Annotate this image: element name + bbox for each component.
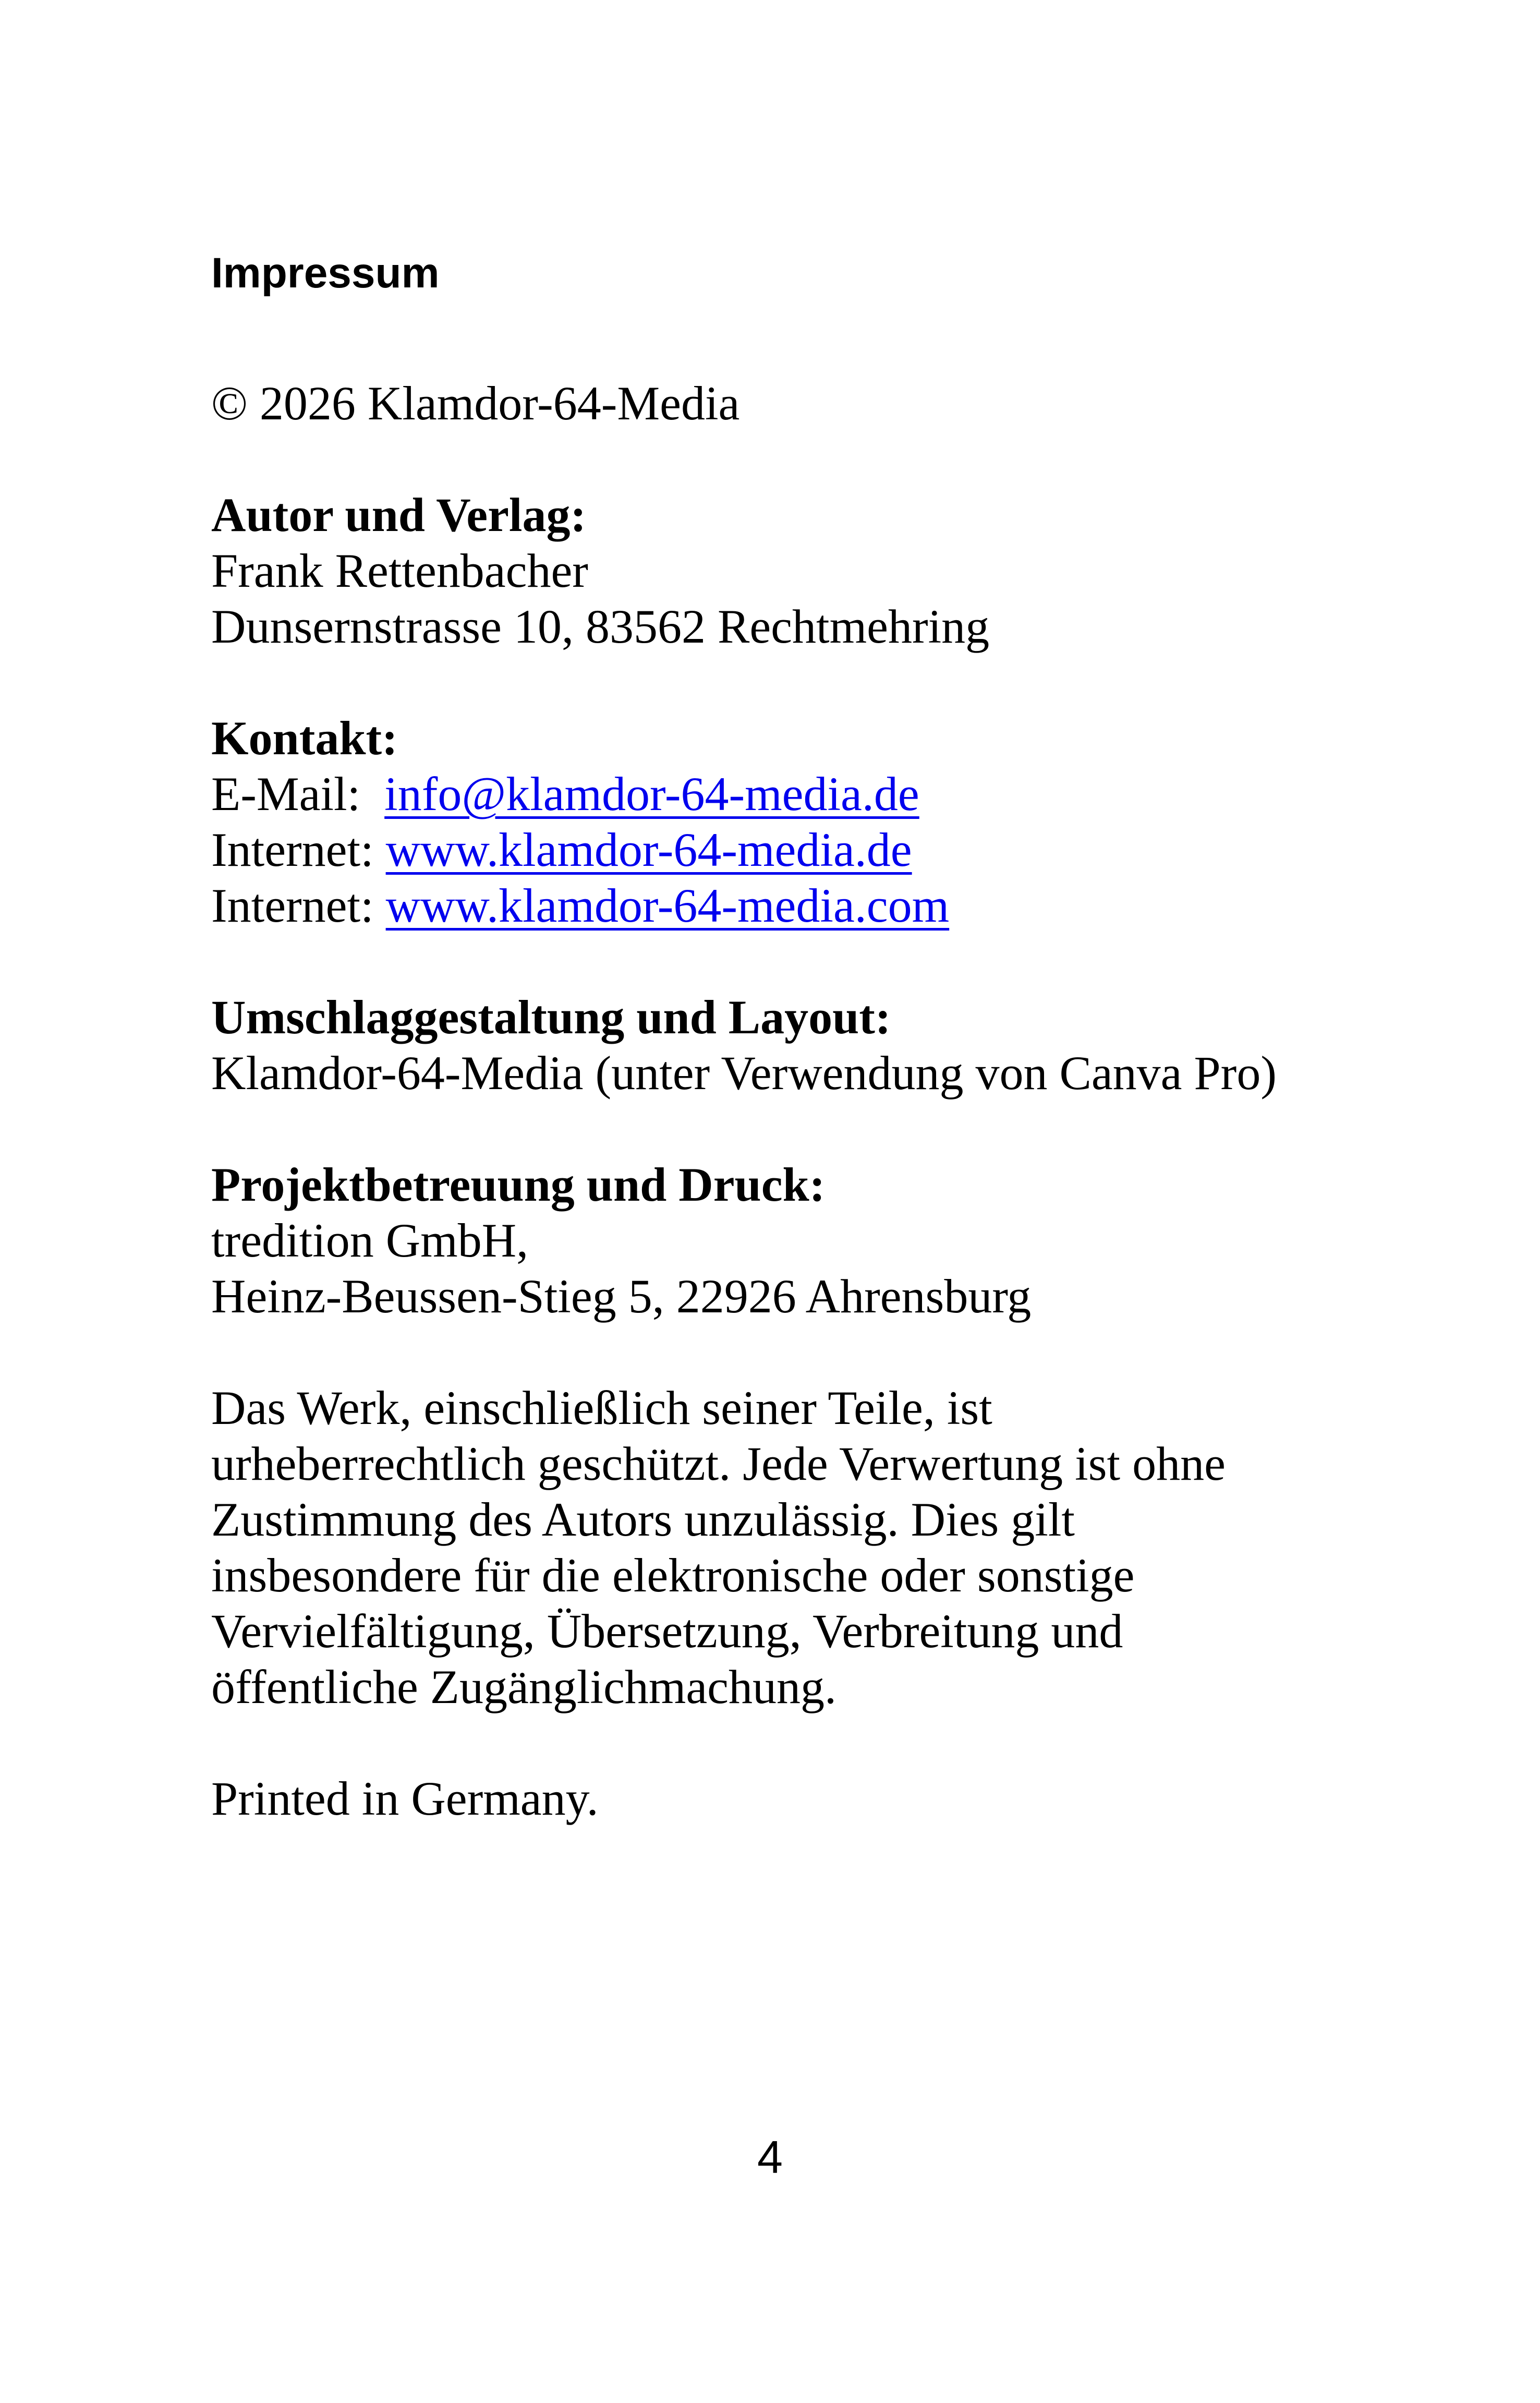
imprint-page (211, 245, 1359, 1827)
website-link-de[interactable]: www.klamdor-64-media.de (385, 823, 912, 876)
printed-in-text: Printed in Germany. (211, 1772, 599, 1825)
print-company: tredition GmbH, (211, 1214, 529, 1267)
contact-section (211, 710, 1359, 934)
print-address: Heinz-Beussen-Stieg 5, 22926 Ahrensburg (211, 1270, 1032, 1323)
notice-line: urheberrechtlich geschützt. Jede Verwertung ist ohne (211, 1437, 1226, 1490)
printed-in-line (211, 1771, 1359, 1827)
author-label: Autor und Verlag: (211, 488, 587, 541)
copyright-notice (211, 1380, 1359, 1715)
notice-line: Das Werk, einschließlich seiner Teile, ist (211, 1381, 992, 1434)
imprint-heading: Impressum (211, 249, 440, 297)
author-section (211, 487, 1359, 655)
page-number: 4 (757, 2131, 783, 2183)
website-link-com[interactable]: www.klamdor-64-media.com (385, 879, 950, 932)
internet-label-1: Internet: (211, 823, 374, 876)
contact-label: Kontakt: (211, 711, 398, 765)
copyright-line (211, 376, 1359, 431)
notice-line: Zustimmung des Autors unzulässig. Dies gilt (211, 1493, 1075, 1546)
print-label: Projektbetreuung und Druck: (211, 1158, 826, 1211)
notice-line: öffentliche Zugänglichmachung. (211, 1660, 837, 1713)
author-address: Dunsernstrasse 10, 83562 Rechtmehring (211, 600, 990, 653)
email-label: E-Mail: (211, 767, 361, 820)
cover-label: Umschlaggestaltung und Layout: (211, 991, 891, 1044)
author-name: Frank Rettenbacher (211, 544, 588, 597)
copyright-text: © 2026 Klamdor-64-Media (211, 377, 740, 430)
internet-row-2 (211, 878, 1359, 934)
cover-text: Klamdor-64-Media (unter Verwendung von Canva Pro) (211, 1046, 1277, 1100)
cover-section (211, 989, 1359, 1101)
email-row (211, 766, 1359, 822)
internet-label-2: Internet: (211, 879, 374, 932)
internet-row-1 (211, 822, 1359, 878)
email-link[interactable]: info@klamdor-64-media.de (384, 767, 919, 820)
notice-line: insbesondere für die elektronische oder sonstige (211, 1549, 1135, 1602)
notice-line: Vervielfältigung, Übersetzung, Verbreitung und (211, 1604, 1123, 1658)
print-section (211, 1157, 1359, 1324)
